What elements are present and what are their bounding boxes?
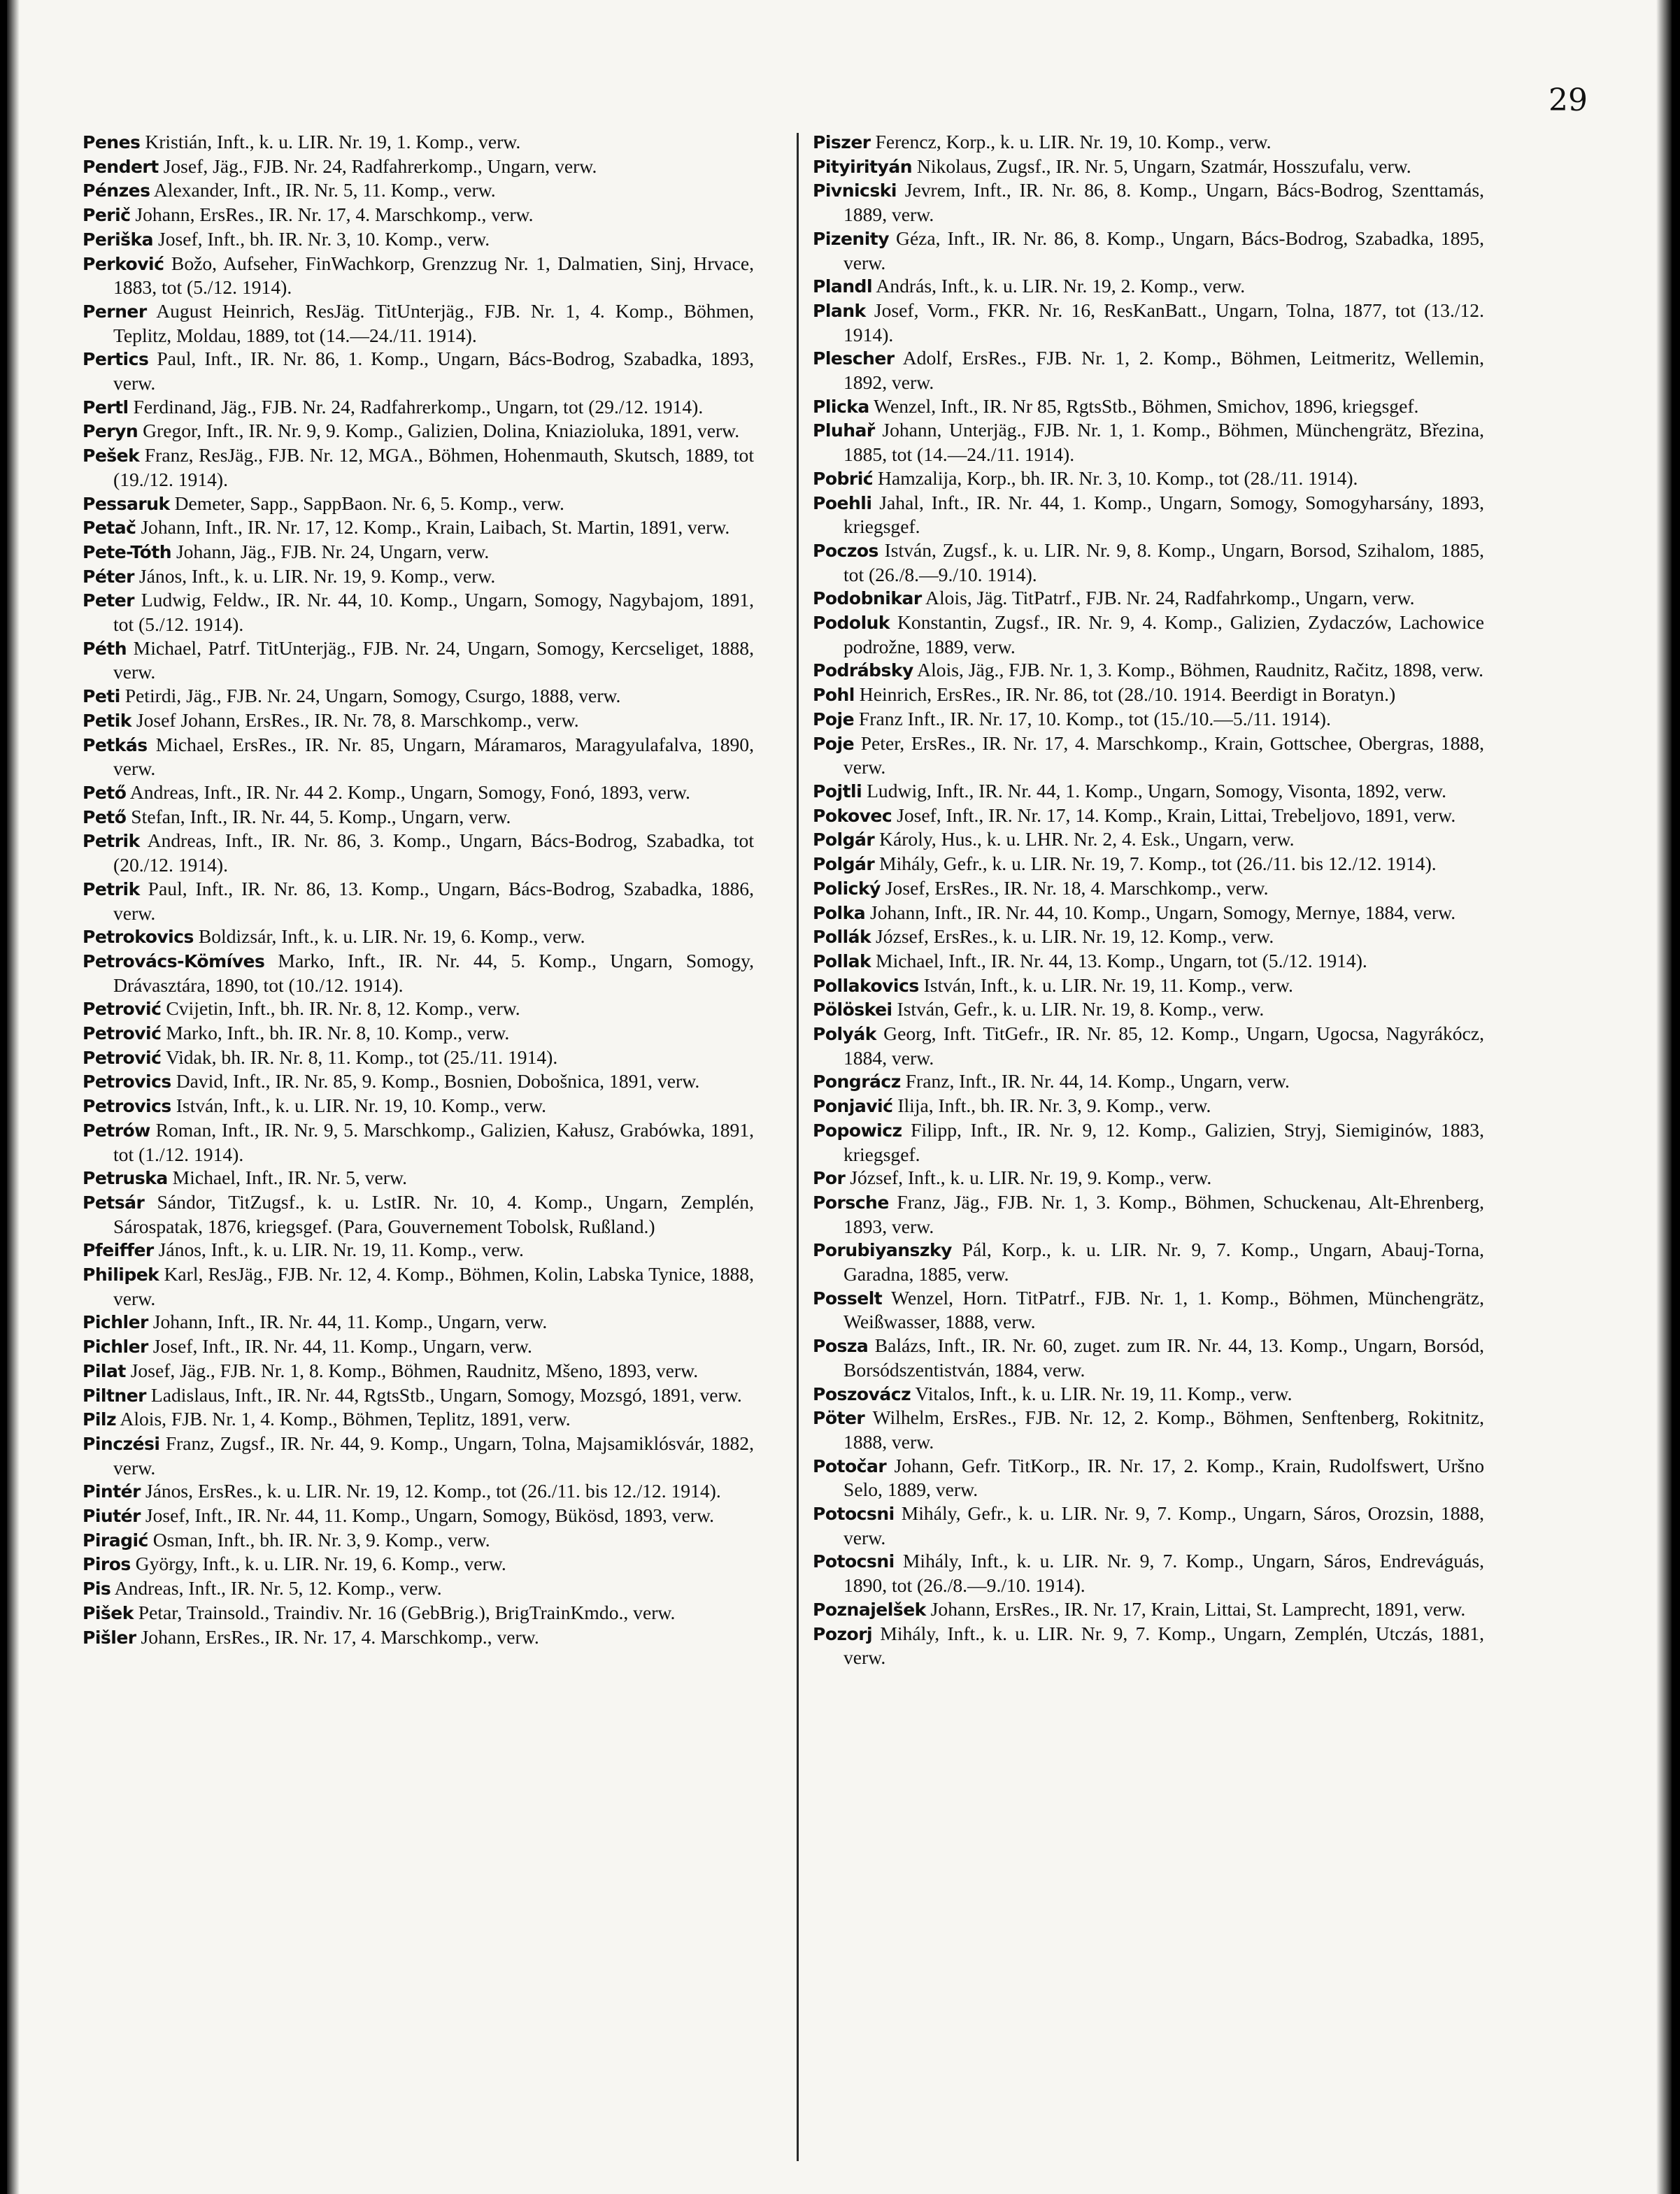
right-column: [813, 130, 1484, 1669]
list-entry: [83, 925, 754, 949]
entry-details: Josef, Inft., IR. Nr. 17, 14. Komp., Krain, Littai, Trebeljovo, 1891, verw.: [892, 804, 1456, 826]
list-entry: [83, 1625, 754, 1650]
entry-details: Alexander, Inft., IR. Nr. 5, 11. Komp., verw.: [150, 179, 496, 201]
entry-surname: Pizenity: [813, 228, 890, 249]
entry-surname: Piltner: [83, 1385, 146, 1406]
entry-details: Josef, ErsRes., IR. Nr. 18, 4. Marschkomp., verw.: [880, 876, 1269, 899]
entry-details: Paul, Inft., IR. Nr. 86, 13. Komp., Ungarn, Bács-Bodrog, Szabadka, 1886, verw.: [113, 877, 754, 924]
list-entry: [813, 974, 1484, 998]
entry-details: Marko, Inft., IR. Nr. 44, 5. Komp., Ungarn, Somogy, Drávasztára, 1890, tot (10./12. 1914).: [113, 949, 754, 996]
entry-surname: Posza: [813, 1336, 869, 1357]
list-entry: [83, 227, 754, 252]
entry-surname: Pivnicski: [813, 180, 897, 201]
entry-details: Johann, Inft., IR. Nr. 44, 11. Komp., Ungarn, verw.: [148, 1311, 548, 1333]
entry-surname: Polgár: [813, 854, 875, 875]
entry-details: István, Zugsf., k. u. LIR. Nr. 9, 8. Komp., Ungarn, Borsod, Szihalom, 1885, tot (26./8.—9./10. 1914).: [843, 539, 1484, 585]
list-entry: [83, 1601, 754, 1625]
page-number: 29: [1549, 83, 1588, 118]
entry-details: Josef, Inft., IR. Nr. 44, 11. Komp., Ungarn, Somogy, Bükösd, 1893, verw.: [140, 1504, 715, 1527]
entry-surname: Peti: [83, 686, 120, 707]
list-entry: [83, 492, 754, 516]
entry-details: Andreas, Inft., IR. Nr. 86, 3. Komp., Ungarn, Bács-Bodrog, Szabadka, tot (20./12. 1914).: [113, 829, 754, 876]
entry-details: Ladislaus, Inft., IR. Nr. 44, RgtsStb., Ungarn, Somogy, Mozsgó, 1891, verw.: [146, 1383, 742, 1406]
entry-surname: Piszer: [813, 132, 871, 152]
entry-details: Boldizsár, Inft., k. u. LIR. Nr. 19, 6. Komp., verw.: [193, 925, 585, 948]
list-entry: [813, 949, 1484, 974]
entry-details: Peter, ErsRes., IR. Nr. 17, 4. Marschkomp., Krain, Gottschee, Obergras, 1888, verw.: [843, 732, 1484, 778]
entry-details: Jahal, Inft., IR. Nr. 44, 1. Komp., Ungarn, Somogy, Somogyharsány, 1893, kriegsgef.: [843, 491, 1484, 538]
list-entry: [813, 1094, 1484, 1118]
list-entry: [813, 394, 1484, 419]
entry-details: Kristián, Inft., k. u. LIR. Nr. 19, 1. Komp., verw.: [140, 131, 521, 152]
entry-details: Mihály, Gefr., k. u. LIR. Nr. 9, 7. Komp., Ungarn, Sáros, Orozsin, 1888, verw.: [843, 1502, 1484, 1548]
scan-edge-right: [1656, 0, 1672, 2194]
entry-surname: Plandl: [813, 276, 873, 297]
list-entry: [83, 395, 754, 420]
entry-details: Heinrich, ErsRes., IR. Nr. 86, tot (28./10. 1914. Beerdigt in Boratyn.): [854, 683, 1396, 706]
entry-surname: Potocsni: [813, 1551, 895, 1572]
entry-surname: Poczos: [813, 540, 878, 561]
entry-surname: Pohl: [813, 685, 855, 706]
entry-surname: Pető: [83, 782, 127, 803]
entry-surname: Pluhař: [813, 420, 875, 441]
list-entry: [813, 732, 1484, 779]
document-page: [7, 0, 1672, 2194]
list-entry: [83, 1552, 754, 1576]
entry-surname: Pertl: [83, 397, 129, 418]
entry-surname: Petrović: [83, 1047, 162, 1068]
entry-surname: Plescher: [813, 348, 895, 369]
entry-details: Wenzel, Horn. TitPatrf., FJB. Nr. 1, 1. Komp., Böhmen, Münchengrätz, Weißwasser, 1888, verw.: [843, 1286, 1484, 1333]
list-entry: [813, 804, 1484, 828]
list-entry: [813, 658, 1484, 683]
entry-details: Ferdinand, Jäg., FJB. Nr. 24, Radfahrerkomp., Ungarn, tot (29./12. 1914).: [128, 395, 704, 418]
entry-details: Jevrem, Inft., IR. Nr. 86, 8. Komp., Ungarn, Bács-Bodrog, Szenttamás, 1889, verw.: [843, 179, 1484, 226]
entry-details: August Heinrich, ResJäg. TitUnterjäg., FJB. Nr. 1, 4. Komp., Böhmen, Teplitz, Moldau, 1889, tot (14.—24./11. 1914).: [113, 299, 754, 346]
list-entry: [83, 1359, 754, 1383]
list-entry: [813, 1238, 1484, 1285]
list-entry: [813, 491, 1484, 539]
entry-surname: Poje: [813, 708, 855, 729]
entry-details: Mihály, Inft., k. u. LIR. Nr. 9, 7. Komp., Ungarn, Zemplén, Utczás, 1881, verw.: [843, 1622, 1484, 1669]
entry-surname: Piros: [83, 1554, 131, 1575]
entry-details: Andreas, Inft., IR. Nr. 44 2. Komp., Ungarn, Somogy, Fonó, 1893, verw.: [126, 781, 690, 803]
list-entry: [83, 636, 754, 684]
list-entry: [813, 1502, 1484, 1549]
list-entry: [83, 684, 754, 708]
list-entry: [813, 1286, 1484, 1334]
entry-surname: Pobrić: [813, 468, 874, 489]
entry-details: Johann, ErsRes., IR. Nr. 17, 4. Marschkomp., verw.: [130, 204, 534, 226]
list-entry: [813, 346, 1484, 394]
list-entry: [813, 1118, 1484, 1166]
entry-surname: Potocsni: [813, 1504, 895, 1525]
entry-surname: Pete-Tóth: [83, 541, 172, 562]
list-entry: [83, 1383, 754, 1408]
list-entry: [83, 1021, 754, 1046]
entry-details: Michael, Inft., IR. Nr. 44, 13. Komp., Ungarn, tot (5./12. 1914).: [871, 949, 1367, 971]
entry-surname: Pinczési: [83, 1433, 160, 1454]
list-entry: [83, 1190, 754, 1238]
list-entry: [83, 805, 754, 829]
entry-surname: Poje: [813, 733, 855, 754]
list-entry: [83, 1046, 754, 1070]
list-entry: [83, 203, 754, 227]
entry-details: Sándor, TitZugsf., k. u. LstIR. Nr. 10, 4. Komp., Ungarn, Zemplén, Sárospatak, 1876, kriegsgef. (Para, Gouvernement Tobolsk, Rußland.): [113, 1190, 754, 1237]
entry-details: Adolf, ErsRes., FJB. Nr. 1, 2. Komp., Böhmen, Leitmeritz, Wellemin, 1892, verw.: [843, 347, 1484, 394]
entry-surname: Pongrácz: [813, 1071, 901, 1092]
entry-details: János, Inft., k. u. LIR. Nr. 19, 9. Komp., verw.: [134, 564, 496, 587]
list-entry: [813, 1454, 1484, 1502]
entry-surname: Péth: [83, 638, 127, 659]
entry-surname: Petsár: [83, 1192, 145, 1213]
list-entry: [83, 540, 754, 564]
list-entry: [813, 1166, 1484, 1190]
entry-surname: Poehli: [813, 492, 872, 513]
entry-details: Johann, Unterjäg., FJB. Nr. 1, 1. Komp., Böhmen, Münchengrätz, Březina, 1885, tot (14.—24./11. 1914).: [843, 419, 1484, 466]
entry-surname: Pollakovics: [813, 975, 919, 996]
list-entry: [813, 1597, 1484, 1622]
entry-surname: Podrábsky: [813, 660, 913, 681]
list-entry: [83, 1576, 754, 1601]
list-entry: [813, 130, 1484, 155]
list-entry: [813, 925, 1484, 949]
entry-surname: Poszovácz: [813, 1383, 911, 1404]
list-entry: [83, 829, 754, 876]
entry-details: Josef, Inft., bh. IR. Nr. 3, 10. Komp., verw.: [153, 227, 490, 250]
entry-surname: Pendert: [83, 156, 159, 177]
entry-surname: Pišek: [83, 1602, 134, 1623]
entry-surname: Porsche: [813, 1192, 889, 1213]
entry-details: Paul, Inft., IR. Nr. 86, 1. Komp., Ungarn, Bács-Bodrog, Szabadka, 1893, verw.: [113, 348, 754, 394]
column-divider: [797, 133, 799, 2161]
list-entry: [813, 1406, 1484, 1453]
entry-details: Ludwig, Inft., IR. Nr. 44, 1. Komp., Ungarn, Somogy, Visonta, 1892, verw.: [862, 779, 1446, 802]
list-entry: [813, 876, 1484, 901]
entry-details: Karl, ResJäg., FJB. Nr. 12, 4. Komp., Böhmen, Kolin, Labska Tynice, 1888, verw.: [113, 1263, 754, 1309]
list-entry: [83, 1094, 754, 1118]
entry-details: János, Inft., k. u. LIR. Nr. 19, 11. Komp., verw.: [153, 1239, 524, 1261]
entry-surname: Perner: [83, 301, 147, 322]
entry-surname: Poznajelšek: [813, 1599, 926, 1620]
entry-surname: Petik: [83, 710, 131, 731]
list-entry: [83, 949, 754, 997]
entry-surname: Pollak: [813, 950, 871, 971]
entry-details: István, Inft., k. u. LIR. Nr. 19, 10. Komp., verw.: [171, 1095, 547, 1117]
entry-surname: Perković: [83, 253, 164, 274]
list-entry: [83, 347, 754, 394]
entry-details: Alois, Jäg., FJB. Nr. 1, 3. Komp., Böhmen, Raudnitz, Račitz, 1898, verw.: [913, 659, 1484, 681]
list-entry: [83, 997, 754, 1021]
list-entry: [83, 130, 754, 155]
list-entry: [813, 1334, 1484, 1381]
list-entry: [813, 299, 1484, 346]
entry-details: Johann, Inft., IR. Nr. 17, 12. Komp., Krain, Laibach, St. Martin, 1891, verw.: [136, 516, 730, 539]
entry-details: Pál, Korp., k. u. LIR. Nr. 9, 7. Komp., Ungarn, Abauj-Torna, Garadna, 1885, verw.: [843, 1239, 1484, 1285]
list-entry: [83, 1504, 754, 1528]
entry-surname: Petruska: [83, 1168, 168, 1189]
entry-details: Hamzalija, Korp., bh. IR. Nr. 3, 10. Komp., tot (28./11. 1914).: [873, 466, 1358, 489]
entry-details: Ferencz, Korp., k. u. LIR. Nr. 19, 10. Komp., verw.: [870, 131, 1272, 152]
entry-details: György, Inft., k. u. LIR. Nr. 19, 6. Komp., verw.: [130, 1553, 506, 1575]
entry-details: Johann, Inft., IR. Nr. 44, 10. Komp., Ungarn, Somogy, Mernye, 1884, verw.: [865, 901, 1456, 923]
entry-surname: Pfeiffer: [83, 1240, 154, 1261]
entry-surname: Pišler: [83, 1627, 136, 1648]
entry-details: Josef, Vorm., FKR. Nr. 16, ResKanBatt., Ungarn, Tolna, 1877, tot (13./12. 1914).: [843, 299, 1484, 346]
list-entry: [83, 1334, 754, 1359]
list-entry: [83, 564, 754, 589]
entry-surname: Peryn: [83, 421, 138, 442]
list-entry: [83, 877, 754, 925]
entry-details: David, Inft., IR. Nr. 85, 9. Komp., Bosnien, Dobošnica, 1891, verw.: [171, 1070, 700, 1092]
entry-details: Johann, Gefr. TitKorp., IR. Nr. 17, 2. Komp., Krain, Rudolfswert, Uršno Selo, 1889, verw.: [843, 1454, 1484, 1501]
list-entry: [813, 466, 1484, 491]
entry-surname: Potočar: [813, 1455, 887, 1476]
entry-details: Gregor, Inft., IR. Nr. 9, 9. Komp., Galizien, Dolina, Kniazioluka, 1891, verw.: [138, 420, 740, 442]
list-entry: [813, 827, 1484, 852]
entry-details: János, ErsRes., k. u. LIR. Nr. 19, 12. Komp., tot (26./11. bis 12./12. 1914).: [140, 1480, 721, 1502]
entry-details: Franz, Zugsf., IR. Nr. 44, 9. Komp., Ungarn, Tolna, Majsamiklósvár, 1882, verw.: [113, 1432, 754, 1479]
list-entry: [813, 586, 1484, 611]
list-entry: [83, 515, 754, 540]
list-entry: [83, 1528, 754, 1553]
entry-details: Josef, Jäg., FJB. Nr. 24, Radfahrerkomp., Ungarn, verw.: [158, 155, 597, 177]
entry-surname: Pilz: [83, 1409, 117, 1430]
entry-details: Johann, Jäg., FJB. Nr. 24, Ungarn, verw.: [171, 540, 490, 562]
entry-surname: Pilat: [83, 1360, 126, 1381]
list-entry: [813, 683, 1484, 707]
list-entry: [83, 733, 754, 781]
entry-surname: Péter: [83, 566, 135, 587]
list-entry: [813, 997, 1484, 1022]
entry-details: Alois, Jäg. TitPatrf., FJB. Nr. 24, Radfahrkomp., Ungarn, verw.: [921, 587, 1415, 609]
entry-details: Franz, Jäg., FJB. Nr. 1, 3. Komp., Böhmen, Schuckenau, Alt-Ehrenberg, 1893, verw.: [843, 1190, 1484, 1237]
list-entry: [83, 1310, 754, 1334]
entry-details: Josef Johann, ErsRes., IR. Nr. 78, 8. Marschkomp., verw.: [131, 708, 579, 731]
list-entry: [813, 1022, 1484, 1069]
list-entry: [813, 178, 1484, 226]
entry-surname: Petkás: [83, 734, 148, 755]
list-entry: [813, 901, 1484, 925]
entry-details: Konstantin, Zugsf., IR. Nr. 9, 4. Komp., Galizien, Zydaczów, Lachowice podrožne, 1889, verw.: [843, 611, 1484, 657]
entry-surname: Porubiyanszky: [813, 1240, 952, 1261]
entry-surname: Periška: [83, 229, 154, 250]
list-entry: [813, 1069, 1484, 1094]
entry-details: Johann, ErsRes., IR. Nr. 17, 4. Marschkomp., verw.: [136, 1625, 539, 1648]
list-entry: [813, 611, 1484, 658]
entry-details: István, Gefr., k. u. LIR. Nr. 19, 8. Komp., verw.: [892, 998, 1265, 1020]
list-entry: [83, 443, 754, 491]
entry-details: Cvijetin, Inft., bh. IR. Nr. 8, 12. Komp., verw.: [161, 997, 520, 1020]
list-entry: [813, 1622, 1484, 1669]
entry-details: Petar, Trainsold., Traindiv. Nr. 16 (GebBrig.), BrigTrainKmdo., verw.: [133, 1601, 676, 1623]
entry-surname: Polyák: [813, 1024, 876, 1045]
list-entry: [83, 1166, 754, 1190]
entry-surname: Pichler: [83, 1312, 148, 1333]
list-entry: [83, 155, 754, 179]
entry-details: Johann, ErsRes., IR. Nr. 17, Krain, Littai, St. Lamprecht, 1891, verw.: [925, 1597, 1466, 1620]
entry-surname: Petrovics: [83, 1071, 171, 1092]
entry-surname: Polický: [813, 878, 881, 899]
entry-surname: Petač: [83, 518, 136, 539]
entry-surname: Petrović: [83, 999, 162, 1020]
entry-surname: Podobnikar: [813, 588, 922, 609]
entry-details: József, ErsRes., k. u. LIR. Nr. 19, 12. Komp., verw.: [871, 925, 1274, 948]
entry-details: Michael, Patrf. TitUnterjäg., FJB. Nr. 24, Ungarn, Somogy, Kercseliget, 1888, verw.: [113, 636, 754, 683]
entry-details: Alois, FJB. Nr. 1, 4. Komp., Böhmen, Teplitz, 1891, verw.: [116, 1408, 571, 1430]
entry-surname: Petrów: [83, 1120, 150, 1141]
entry-details: István, Inft., k. u. LIR. Nr. 19, 11. Komp., verw.: [918, 974, 1293, 996]
entry-surname: Pénzes: [83, 180, 150, 201]
entry-surname: Pityirityán: [813, 156, 913, 177]
entry-details: Balázs, Inft., IR. Nr. 60, zuget. zum IR. Nr. 44, 13. Komp., Ungarn, Borsód, Borsódszentistván, 1884, verw.: [843, 1334, 1484, 1381]
list-entry: [83, 1479, 754, 1504]
list-entry: [83, 1069, 754, 1094]
entry-surname: Petrik: [83, 831, 140, 852]
entry-details: Georg, Inft. TitGefr., IR. Nr. 85, 12. Komp., Ungarn, Ugocsa, Nagyrákócz, 1884, verw.: [843, 1023, 1484, 1069]
list-entry: [83, 178, 754, 203]
list-entry: [83, 708, 754, 733]
entry-details: Wenzel, Inft., IR. Nr 85, RgtsStb., Böhmen, Smichov, 1896, kriegsgef.: [869, 394, 1419, 417]
entry-details: Wilhelm, ErsRes., FJB. Nr. 12, 2. Komp., Böhmen, Senftenberg, Rokitnitz, 1888, verw.: [843, 1406, 1484, 1453]
entry-details: Vidak, bh. IR. Nr. 8, 11. Komp., tot (25./11. 1914).: [161, 1046, 558, 1068]
entry-details: Franz, Inft., IR. Nr. 44, 14. Komp., Ungarn, verw.: [900, 1070, 1290, 1092]
entry-details: Franz, ResJäg., FJB. Nr. 12, MGA., Böhmen, Hohenmauth, Skutsch, 1889, tot (19./12. 1914).: [113, 444, 754, 490]
entry-details: Mihály, Gefr., k. u. LIR. Nr. 19, 7. Komp., tot (26./11. bis 12./12. 1914).: [874, 853, 1437, 875]
entry-surname: Pollák: [813, 927, 871, 948]
entry-surname: Pozorj: [813, 1623, 873, 1644]
entry-surname: Pis: [83, 1579, 111, 1600]
scan-edge-left: [7, 0, 20, 2194]
list-entry: [813, 707, 1484, 732]
entry-surname: Perič: [83, 205, 131, 226]
entry-details: Károly, Hus., k. u. LHR. Nr. 2, 4. Esk., Ungarn, verw.: [874, 828, 1295, 850]
entry-surname: Pető: [83, 806, 127, 827]
entry-surname: Pichler: [83, 1337, 148, 1358]
list-entry: [83, 1238, 754, 1262]
entry-surname: Petrovics: [83, 1096, 171, 1117]
entry-details: Osman, Inft., bh. IR. Nr. 3, 9. Komp., verw.: [148, 1528, 490, 1551]
entry-surname: Pojtli: [813, 781, 862, 802]
list-entry: [813, 227, 1484, 274]
entry-surname: Polka: [813, 902, 866, 923]
left-column: [83, 130, 754, 1649]
entry-details: Nikolaus, Zugsf., IR. Nr. 5, Ungarn, Szatmár, Hosszufalu, verw.: [912, 155, 1411, 177]
list-entry: [813, 155, 1484, 179]
list-entry: [83, 1407, 754, 1432]
list-entry: [813, 1382, 1484, 1406]
list-entry: [813, 852, 1484, 876]
entry-details: Josef, Inft., IR. Nr. 44, 11. Komp., Ungarn, verw.: [148, 1335, 532, 1358]
entry-details: Josef, Jäg., FJB. Nr. 1, 8. Komp., Böhmen, Raudnitz, Mšeno, 1893, verw.: [125, 1359, 699, 1381]
list-entry: [813, 1190, 1484, 1238]
list-entry: [813, 1549, 1484, 1597]
entry-surname: Por: [813, 1168, 846, 1189]
entry-surname: Pintér: [83, 1481, 141, 1502]
entry-details: Géza, Inft., IR. Nr. 86, 8. Komp., Ungarn, Bács-Bodrog, Szabadka, 1895, verw.: [843, 227, 1484, 273]
entry-details: Stefan, Inft., IR. Nr. 44, 5. Komp., Ungarn, verw.: [126, 805, 511, 827]
list-entry: [83, 1118, 754, 1166]
entry-details: Božo, Aufseher, FinWachkorp, Grenzzug Nr. 1, Dalmatien, Sinj, Hrvace, 1883, tot (5./12. 1914).: [113, 252, 754, 299]
entry-surname: Petrokovics: [83, 927, 194, 948]
entry-details: Michael, Inft., IR. Nr. 5, verw.: [167, 1167, 408, 1189]
entry-surname: Piutér: [83, 1506, 141, 1527]
entry-surname: Podoluk: [813, 613, 890, 634]
list-entry: [813, 274, 1484, 299]
list-entry: [813, 418, 1484, 466]
entry-details: Franz Inft., IR. Nr. 17, 10. Komp., tot (15./10.—5./11. 1914).: [854, 707, 1331, 729]
entry-surname: Pessaruk: [83, 493, 170, 514]
entry-details: József, Inft., k. u. LIR. Nr. 19, 9. Komp., verw.: [845, 1167, 1212, 1189]
entry-details: András, Inft., k. u. LIR. Nr. 19, 2. Komp., verw.: [872, 275, 1246, 297]
entry-surname: Posselt: [813, 1288, 883, 1309]
entry-surname: Penes: [83, 132, 141, 152]
entry-details: Vitalos, Inft., k. u. LIR. Nr. 19, 11. Komp., verw.: [911, 1382, 1293, 1404]
entry-surname: Petrik: [83, 878, 140, 899]
entry-surname: Plank: [813, 300, 866, 321]
entry-surname: Petrović: [83, 1023, 162, 1044]
entry-surname: Pertics: [83, 349, 149, 370]
entry-surname: Petrovács-Kömíves: [83, 950, 265, 971]
entry-surname: Ponjavić: [813, 1096, 893, 1117]
list-entry: [83, 1432, 754, 1479]
entry-surname: Philipek: [83, 1265, 159, 1285]
list-entry: [813, 539, 1484, 586]
list-entry: [83, 781, 754, 805]
entry-details: Petirdi, Jäg., FJB. Nr. 24, Ungarn, Somogy, Csurgo, 1888, verw.: [120, 685, 621, 707]
entry-details: Roman, Inft., IR. Nr. 9, 5. Marschkomp., Galizien, Kałusz, Grabówka, 1891, tot (1./12. 1914).: [113, 1118, 754, 1165]
entry-surname: Popowicz: [813, 1120, 902, 1141]
entry-details: Mihály, Inft., k. u. LIR. Nr. 9, 7. Komp., Ungarn, Sáros, Endreváguás, 1890, tot (26./8.—9./10. 1914).: [843, 1550, 1484, 1597]
list-entry: [83, 299, 754, 347]
entry-details: Ilija, Inft., bh. IR. Nr. 3, 9. Komp., verw.: [892, 1095, 1211, 1117]
list-entry: [83, 1262, 754, 1310]
entry-surname: Plicka: [813, 396, 869, 417]
entry-surname: Peter: [83, 590, 135, 611]
entry-details: Michael, ErsRes., IR. Nr. 85, Ungarn, Máramaros, Maragyulafalva, 1890, verw.: [113, 733, 754, 780]
entry-details: Demeter, Sapp., SappBaon. Nr. 6, 5. Komp., verw.: [169, 492, 564, 514]
entry-details: Marko, Inft., bh. IR. Nr. 8, 10. Komp., verw.: [161, 1022, 510, 1044]
entry-details: Filipp, Inft., IR. Nr. 9, 12. Komp., Galizien, Stryj, Siemiginów, 1883, kriegsgef.: [843, 1118, 1484, 1165]
list-entry: [813, 779, 1484, 804]
entry-surname: Pölöskei: [813, 999, 892, 1020]
list-entry: [83, 252, 754, 299]
entry-details: Ludwig, Feldw., IR. Nr. 44, 10. Komp., Ungarn, Somogy, Nagybajom, 1891, tot (5./12. 1914).: [113, 589, 754, 636]
entry-details: Andreas, Inft., IR. Nr. 5, 12. Komp., verw.: [111, 1577, 442, 1600]
entry-surname: Pöter: [813, 1408, 865, 1429]
entry-surname: Polgár: [813, 829, 875, 850]
list-entry: [83, 419, 754, 443]
entry-surname: Pešek: [83, 446, 140, 466]
list-entry: [83, 588, 754, 636]
entry-surname: Pokovec: [813, 805, 892, 826]
entry-surname: Piragić: [83, 1530, 148, 1551]
